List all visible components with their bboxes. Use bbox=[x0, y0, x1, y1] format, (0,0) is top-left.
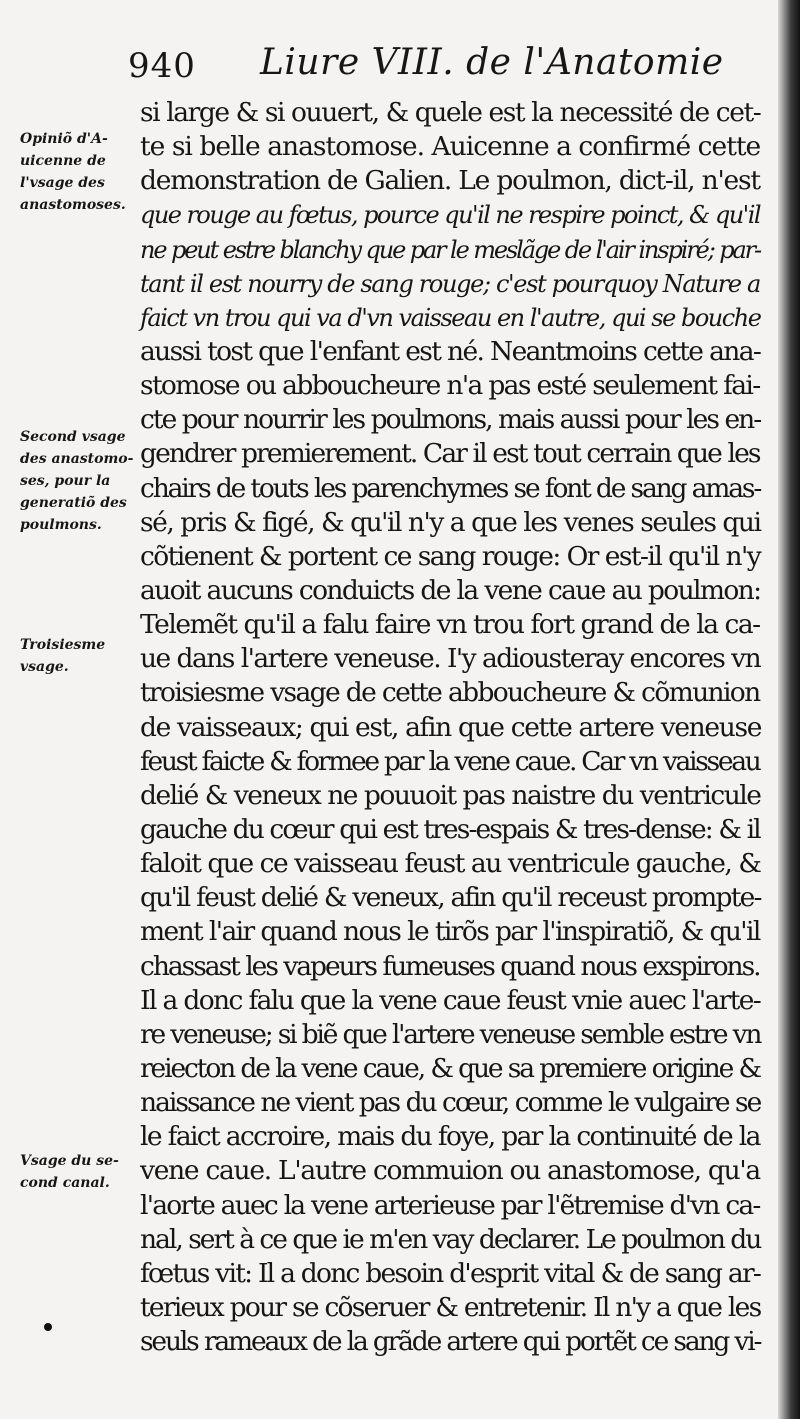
text-line: que rouge au fœtus, pource qu'il ne respire poinct, & qu'il bbox=[140, 201, 761, 230]
text-line: re veneuse; si biẽ que l'artere veneuse semble estre vn bbox=[140, 1018, 761, 1050]
page-edge-shadow bbox=[778, 0, 800, 1419]
margin-note-avicenne: Opiniõ d'A- uicenne de l'vsage des anastomoses. bbox=[20, 131, 126, 213]
text-line: cõtienent & portent ce sang rouge: Or est-il qu'il n'y bbox=[140, 540, 761, 572]
text-line: vene caue. L'autre commuion ou anastomose, qu'a bbox=[140, 1155, 760, 1187]
text-line: cte pour nourrir les poulmons, mais aussi pour les en- bbox=[140, 404, 761, 436]
text-line: nal, sert à ce que ie m'en vay declarer. Le poulmon du bbox=[140, 1223, 761, 1255]
text-line: ne peut estre blanchy que par le meslãge de l'air inspiré; par- bbox=[140, 235, 761, 264]
text-line: faloit que ce vaisseau feust au ventricule gauche, & bbox=[140, 848, 761, 880]
page-header bbox=[128, 42, 778, 96]
running-head: Liure VIII. de l'Anatomie bbox=[260, 42, 724, 83]
text-line: demonstration de Galien. Le poulmon, dict-il, n'est bbox=[140, 165, 760, 197]
text-line: delié & veneux ne pouuoit pas naistre du ventricule bbox=[140, 779, 761, 811]
text-line: le faict accroire, mais du foye, par la continuité de la bbox=[140, 1121, 760, 1153]
text-line: faict vn trou qui va d'vn vaisseau en l'autre, qui se bouche bbox=[140, 303, 761, 332]
text-line: auoit aucuns conduicts de la vene caue au poulmon: bbox=[140, 574, 761, 606]
text-line: fœtus vit: Il a donc besoin d'esprit vital & de sang ar- bbox=[140, 1257, 761, 1289]
text-line: aussi tost que l'enfant est né. Neantmoins cette ana- bbox=[140, 335, 761, 367]
text-line: chassast les vapeurs fumeuses quand nous exspirons. bbox=[140, 950, 760, 982]
text-line: si large & si ouuert, & quele est la necessité de cet- bbox=[140, 97, 761, 128]
text-line: qu'il feust delié & veneux, afin qu'il receust prompte- bbox=[140, 882, 761, 914]
text-line: tant il est nourry de sang rouge; c'est pourquoy Nature a bbox=[140, 269, 760, 298]
ink-dot bbox=[44, 1323, 52, 1331]
text-line: ue dans l'artere veneuse. I'y adiousteray encores vn bbox=[140, 643, 761, 675]
text-line: seuls rameaux de la grãde artere qui portẽt ce sang vi- bbox=[140, 1326, 761, 1358]
text-line: l'aorte auec la vene arterieuse par l'ẽtremise d'vn ca- bbox=[140, 1189, 760, 1221]
text-line: de vaisseaux; qui est, afin que cette artere veneuse bbox=[140, 711, 762, 743]
text-line: te si belle anastomose. Auicenne a confirmé cette bbox=[140, 131, 761, 163]
text-line: Telemẽt qu'il a falu faire vn trou fort grand de la ca- bbox=[140, 609, 760, 641]
text-line: sé, pris & figé, & qu'il n'y a que les venes seules qui bbox=[140, 506, 761, 538]
body-text bbox=[140, 96, 760, 1359]
text-line: troisiesme vsage de cette abboucheure & cõmunion bbox=[140, 677, 760, 709]
text-line: reiecton de la vene caue, & que sa premiere origine & bbox=[140, 1052, 760, 1084]
text-line: gendrer premierement. Car il est tout cerrain que les bbox=[140, 438, 760, 470]
text-line: naissance ne vient pas du cœur, comme le vulgaire se bbox=[140, 1087, 761, 1119]
margin-note-second-usage: Second vsage des anastomo- ses, pour la generatiõ des poulmons. bbox=[20, 429, 134, 533]
text-line: Il a donc falu que la vene caue feust vnie auec l'arte- bbox=[140, 984, 761, 1016]
margin-note-third-usage: Troisiesme vsage. bbox=[20, 637, 106, 675]
text-line: terieux pour se cõseruer & entretenir. Il n'y a que les bbox=[140, 1291, 761, 1323]
text-line: gauche du cœur qui est tres-espais & tres-dense: & il bbox=[140, 813, 760, 845]
text-line: ment l'air quand nous le tirõs par l'inspiratiõ, & qu'il bbox=[140, 916, 760, 948]
text-line: stomose ou abboucheure n'a pas esté seulement fai- bbox=[140, 370, 760, 402]
margin-note-second-canal: Vsage du se- cond canal. bbox=[20, 1153, 119, 1191]
text-line: feust faicte & formee par la vene caue. Car vn vaisseau bbox=[140, 745, 760, 777]
page-number: 940 bbox=[128, 46, 196, 86]
text-line: chairs de touts les parenchymes se font de sang amas- bbox=[140, 472, 761, 504]
